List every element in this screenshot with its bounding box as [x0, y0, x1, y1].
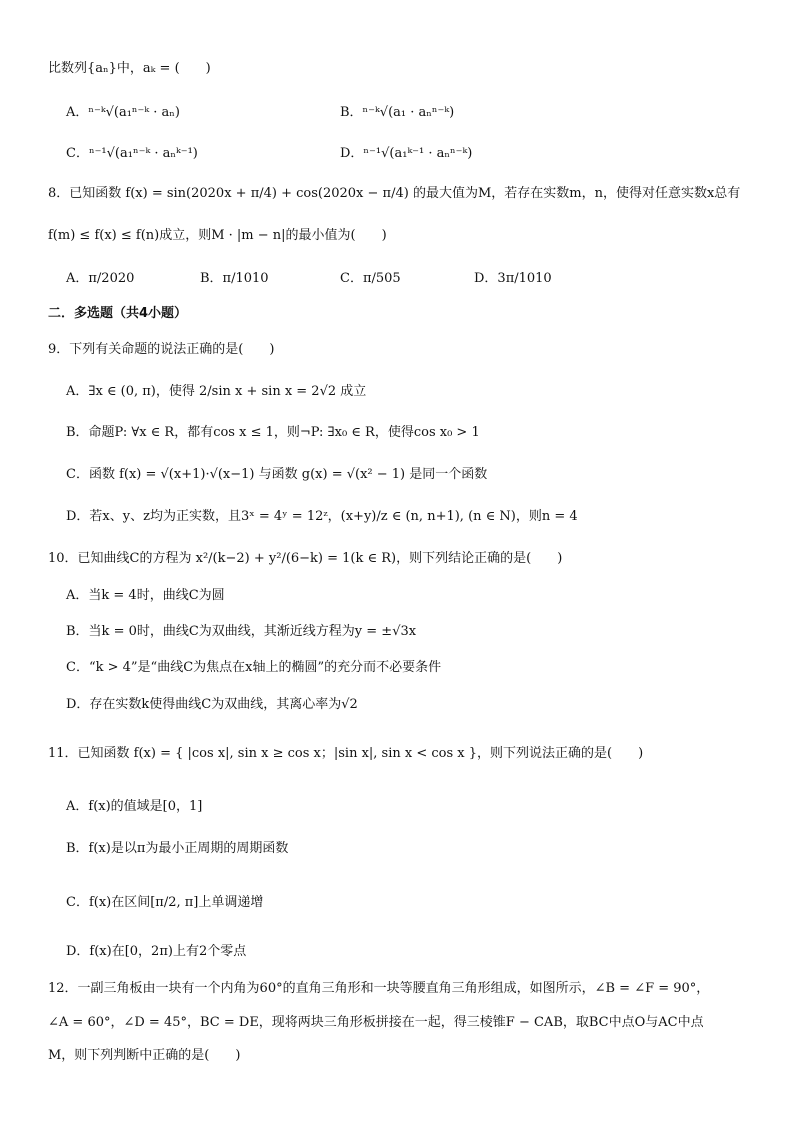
q11-option-c: C．f(x)在区间[π/2, π]上单调递增 [66, 895, 264, 910]
q8-option-c: C．π/505 [340, 271, 401, 286]
q8-option-b: B．π/1010 [200, 271, 269, 286]
q9-option-b: B．命题P: ∀x ∈ R，都有cos x ≤ 1，则¬P: ∃x₀ ∈ R，使得cos x₀ > 1 [66, 425, 480, 440]
q7-option-c: C．ⁿ⁻¹√(a₁ⁿ⁻ᵏ · aₙᵏ⁻¹) [66, 146, 198, 161]
q8-option-a: A．π/2020 [66, 271, 135, 286]
q9-option-d: D．若x、y、z均为正实数，且3ˣ = 4ʸ = 12ᶻ，(x+y)/z ∈ (n, n+1), (n ∈ N)，则n = 4 [66, 509, 578, 524]
q10-option-a: A．当k = 4时，曲线C为圆 [66, 588, 225, 603]
q12-stem-line1: 12．一副三角板由一块有一个内角为60°的直角三角形和一块等腰直角三角形组成，如图所示，∠B = ∠F = 90°， [48, 981, 710, 996]
q8-option-d: D．3π/1010 [474, 271, 552, 286]
q8-stem-line1: 8．已知函数 f(x) = sin(2020x + π/4) + cos(2020x − π/4) 的最大值为M，若存在实数m，n，使得对任意实数x总有 [48, 186, 741, 201]
q12-stem-line3: M，则下列判断中正确的是( ) [48, 1048, 241, 1063]
q10-option-d: D．存在实数k使得曲线C为双曲线，其离心率为√2 [66, 697, 358, 712]
q11-option-a: A．f(x)的值域是[0，1] [66, 799, 203, 814]
q11-option-d: D．f(x)在[0，2π)上有2个零点 [66, 944, 247, 959]
q7-option-a: A．ⁿ⁻ᵏ√(a₁ⁿ⁻ᵏ · aₙ) [66, 105, 181, 120]
q7-stem: 比数列{aₙ}中，aₖ = ( ) [48, 61, 211, 76]
section-heading: 二．多选题（共4小题） [48, 306, 188, 321]
q9-option-c: C．函数 f(x) = √(x+1)·√(x−1) 与函数 g(x) = √(x² − 1) 是同一个函数 [66, 467, 488, 482]
q8-stem-line2: f(m) ≤ f(x) ≤ f(n)成立，则M · |m − n|的最小值为( ) [48, 228, 387, 243]
q10-option-b: B．当k = 0时，曲线C为双曲线，其渐近线方程为y = ±√3x [66, 624, 417, 639]
q8-options [0, 268, 794, 290]
q9-option-a: A．∃x ∈ (0, π)，使得 2/sin x + sin x = 2√2 成立 [66, 384, 367, 399]
q12-stem-line2: ∠A = 60°，∠D = 45°，BC = DE，现将两块三角形板拼接在一起，得三棱锥F − CAB，取BC中点O与AC中点 [48, 1015, 704, 1030]
q7-option-d: D．ⁿ⁻¹√(a₁ᵏ⁻¹ · aₙⁿ⁻ᵏ) [340, 146, 473, 161]
q11-option-b: B．f(x)是以π为最小正周期的周期函数 [66, 841, 289, 856]
q9-stem: 9．下列有关命题的说法正确的是( ) [48, 342, 275, 357]
q7-option-b: B．ⁿ⁻ᵏ√(a₁ · aₙⁿ⁻ᵏ) [340, 105, 455, 120]
q11-stem: 11．已知函数 f(x) = { |cos x|, sin x ≥ cos x；|sin x|, sin x < cos x }，则下列说法正确的是( ) [48, 746, 644, 761]
q10-stem: 10．已知曲线C的方程为 x²/(k−2) + y²/(6−k) = 1(k ∈ R)，则下列结论正确的是( ) [48, 551, 563, 566]
q10-option-c: C．“k > 4”是“曲线C为焦点在x轴上的椭圆”的充分而不必要条件 [66, 660, 442, 675]
